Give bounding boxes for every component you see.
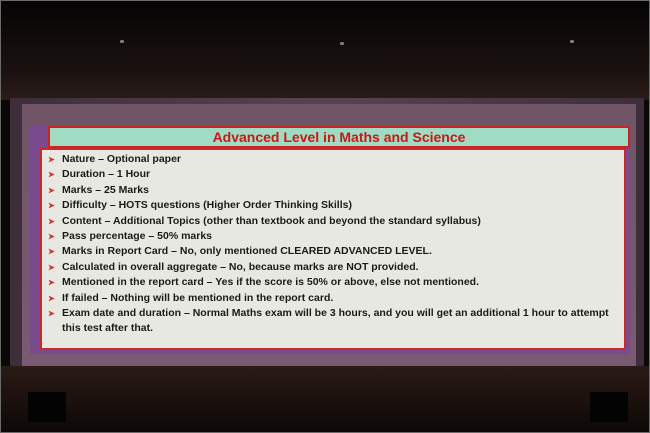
- bullet-item: [48, 152, 624, 167]
- left-speaker: [28, 392, 66, 422]
- bullet-item: [48, 229, 624, 244]
- stage-floor: [0, 366, 650, 433]
- bullet-text: Duration – 1 Hour: [62, 168, 151, 181]
- arrow-bullet-icon: ➤: [48, 262, 55, 272]
- presentation-slide: [30, 126, 630, 354]
- arrow-bullet-icon: ➤: [48, 231, 55, 241]
- bullet-item: [48, 306, 624, 336]
- bullet-text: Nature – Optional paper: [62, 153, 182, 165]
- bullet-text: Exam date and duration – Normal Maths exam will be 3 hours, and you will get an additional 1 hour to attempt this test after that.: [62, 306, 609, 334]
- arrow-bullet-icon: ➤: [48, 308, 55, 318]
- ceiling-light: [570, 40, 574, 43]
- bullet-item: [48, 167, 624, 182]
- bullet-item: [48, 260, 624, 275]
- bullet-text: Mentioned in the report card – Yes if the score is 50% or above, else not mentioned.: [62, 276, 480, 289]
- bullet-text: Marks in Report Card – No, only mentioned CLEARED ADVANCED LEVEL.: [62, 245, 432, 258]
- auditorium-ceiling: [0, 0, 650, 100]
- bullet-text: Marks – 25 Marks: [62, 183, 149, 196]
- bullet-list: [42, 150, 624, 336]
- bullet-item: [48, 214, 624, 229]
- slide-title: Advanced Level in Maths and Science: [48, 126, 630, 148]
- bullet-text: Content – Additional Topics (other than textbook and beyond the standard syllabus): [62, 214, 481, 227]
- arrow-bullet-icon: ➤: [48, 293, 55, 303]
- bullet-text: Calculated in overall aggregate – No, because marks are NOT provided.: [62, 260, 419, 273]
- right-speaker: [590, 392, 628, 422]
- arrow-bullet-icon: ➤: [48, 170, 55, 180]
- arrow-bullet-icon: ➤: [48, 216, 55, 226]
- arrow-bullet-icon: ➤: [48, 247, 55, 257]
- bullet-item: [48, 183, 624, 198]
- arrow-bullet-icon: ➤: [48, 278, 55, 288]
- bullet-text: Pass percentage – 50% marks: [62, 229, 213, 242]
- bullet-item: [48, 244, 624, 259]
- bullet-text: If failed – Nothing will be mentioned in the report card.: [62, 291, 334, 304]
- arrow-bullet-icon: ➤: [48, 201, 55, 211]
- bullet-text: Difficulty – HOTS questions (Higher Order Thinking Skills): [62, 199, 352, 212]
- bullet-item: [48, 275, 624, 290]
- ceiling-light: [340, 42, 344, 45]
- ceiling-light: [120, 40, 124, 43]
- bullet-item: [48, 291, 624, 306]
- slide-content-box: [40, 148, 626, 350]
- arrow-bullet-icon: ➤: [48, 155, 55, 164]
- arrow-bullet-icon: ➤: [48, 185, 55, 195]
- bullet-item: [48, 198, 624, 213]
